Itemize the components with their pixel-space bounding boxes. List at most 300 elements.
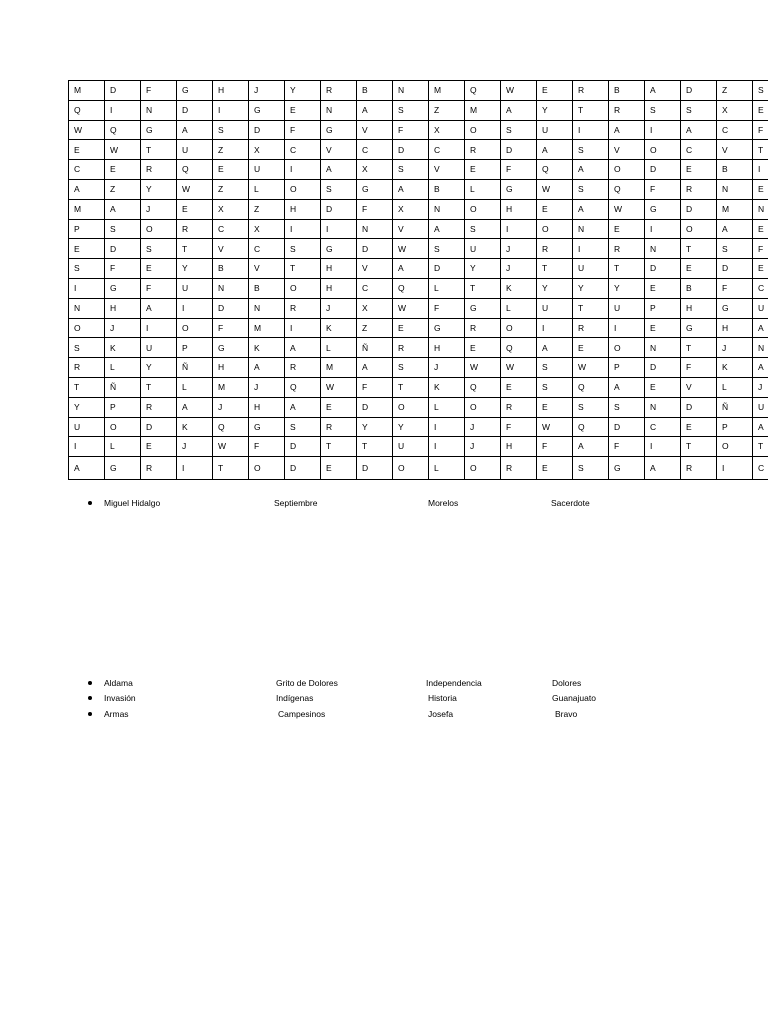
grid-cell: S	[69, 259, 105, 279]
grid-cell: S	[573, 179, 609, 199]
grid-cell: R	[537, 239, 573, 259]
grid-cell: I	[429, 437, 465, 457]
grid-cell: I	[177, 457, 213, 480]
grid-cell: W	[321, 377, 357, 397]
grid-cell: T	[609, 259, 645, 279]
grid-cell: D	[393, 140, 429, 160]
grid-cell: T	[141, 377, 177, 397]
grid-cell: T	[681, 437, 717, 457]
grid-cell: A	[393, 179, 429, 199]
grid-cell: X	[393, 199, 429, 219]
grid-cell: J	[213, 397, 249, 417]
grid-cell: L	[717, 377, 753, 397]
grid-cell: D	[645, 259, 681, 279]
grid-cell: D	[105, 81, 141, 101]
grid-cell: C	[357, 140, 393, 160]
grid-cell: K	[501, 278, 537, 298]
grid-cell: F	[357, 199, 393, 219]
bullet	[88, 696, 92, 700]
grid-row	[69, 437, 768, 457]
grid-cell: F	[717, 278, 753, 298]
grid-cell: E	[105, 160, 141, 180]
grid-cell: S	[213, 120, 249, 140]
grid-cell: E	[681, 259, 717, 279]
grid-cell: W	[69, 120, 105, 140]
grid-cell: B	[681, 278, 717, 298]
grid-cell: I	[537, 318, 573, 338]
grid-cell: F	[501, 160, 537, 180]
grid-cell: V	[249, 259, 285, 279]
grid-cell: V	[357, 120, 393, 140]
grid-row	[69, 397, 768, 417]
grid-cell: B	[249, 278, 285, 298]
grid-cell: F	[249, 437, 285, 457]
grid-row	[69, 239, 768, 259]
grid-cell: N	[357, 219, 393, 239]
grid-cell: Ñ	[357, 338, 393, 358]
grid-cell: D	[357, 239, 393, 259]
grid-cell: U	[753, 397, 768, 417]
grid-cell: D	[717, 259, 753, 279]
grid-cell: S	[573, 140, 609, 160]
word-independencia: Independencia	[426, 678, 482, 688]
grid-cell: D	[681, 199, 717, 219]
grid-cell: Q	[573, 417, 609, 437]
word-sacerdote: Sacerdote	[551, 498, 590, 508]
grid-cell: O	[285, 278, 321, 298]
grid-cell: F	[141, 81, 177, 101]
grid-cell: D	[645, 160, 681, 180]
grid-cell: J	[321, 298, 357, 318]
grid-cell: I	[285, 160, 321, 180]
grid-cell: G	[141, 120, 177, 140]
grid-cell: O	[681, 219, 717, 239]
grid-cell: S	[69, 338, 105, 358]
grid-cell: A	[717, 219, 753, 239]
grid-cell: G	[321, 239, 357, 259]
grid-cell: A	[645, 81, 681, 101]
word-indigenas: Indígenas	[276, 693, 314, 703]
grid-cell: N	[393, 81, 429, 101]
grid-cell: F	[141, 278, 177, 298]
word-campesinos: Campesinos	[278, 709, 326, 719]
grid-cell: W	[105, 140, 141, 160]
grid-cell: X	[357, 160, 393, 180]
grid-cell: G	[645, 199, 681, 219]
grid-cell: E	[681, 417, 717, 437]
grid-cell: L	[501, 298, 537, 318]
grid-cell: D	[429, 259, 465, 279]
grid-cell: Q	[465, 81, 501, 101]
grid-cell: G	[681, 318, 717, 338]
grid-cell: A	[285, 338, 321, 358]
grid-cell: M	[213, 377, 249, 397]
grid-cell: G	[105, 457, 141, 480]
grid-cell: F	[501, 417, 537, 437]
grid-cell: W	[573, 358, 609, 378]
grid-cell: N	[141, 100, 177, 120]
grid-cell: Y	[357, 417, 393, 437]
grid-cell: S	[645, 100, 681, 120]
grid-cell: J	[177, 437, 213, 457]
grid-cell: L	[465, 179, 501, 199]
grid-cell: I	[141, 318, 177, 338]
grid-cell: R	[141, 457, 177, 480]
grid-cell: U	[141, 338, 177, 358]
grid-cell: C	[213, 219, 249, 239]
grid-cell: X	[249, 219, 285, 239]
grid-cell: J	[105, 318, 141, 338]
grid-cell: S	[537, 358, 573, 378]
grid-cell: T	[537, 259, 573, 279]
grid-cell: U	[537, 120, 573, 140]
grid-row	[69, 417, 768, 437]
grid-cell: Y	[609, 278, 645, 298]
grid-cell: S	[681, 100, 717, 120]
grid-cell: Y	[141, 358, 177, 378]
grid-cell: E	[69, 140, 105, 160]
grid-cell: N	[69, 298, 105, 318]
grid-cell: G	[177, 81, 213, 101]
grid-cell: X	[429, 120, 465, 140]
grid-cell: Y	[393, 417, 429, 437]
grid-cell: A	[573, 199, 609, 219]
grid-cell: G	[717, 298, 753, 318]
grid-cell: U	[69, 417, 105, 437]
grid-cell: O	[249, 457, 285, 480]
grid-cell: T	[285, 259, 321, 279]
grid-cell: B	[609, 81, 645, 101]
grid-cell: O	[465, 457, 501, 480]
letter-table	[68, 80, 768, 480]
grid-cell: Y	[537, 278, 573, 298]
grid-cell: U	[573, 259, 609, 279]
grid-cell: S	[753, 81, 768, 101]
grid-cell: C	[69, 160, 105, 180]
grid-cell: T	[465, 278, 501, 298]
grid-cell: D	[321, 199, 357, 219]
grid-cell: A	[753, 318, 768, 338]
grid-cell: W	[537, 417, 573, 437]
grid-cell: R	[69, 358, 105, 378]
grid-cell: Q	[609, 179, 645, 199]
grid-cell: I	[645, 437, 681, 457]
grid-cell: D	[609, 417, 645, 437]
grid-cell: A	[645, 457, 681, 480]
grid-cell: V	[609, 140, 645, 160]
word-miguel-hidalgo: Miguel Hidalgo	[104, 498, 161, 508]
grid-cell: Ñ	[105, 377, 141, 397]
grid-cell: Q	[465, 377, 501, 397]
grid-cell: T	[681, 239, 717, 259]
grid-cell: X	[717, 100, 753, 120]
grid-cell: Y	[285, 81, 321, 101]
grid-cell: E	[537, 81, 573, 101]
grid-cell: E	[753, 100, 768, 120]
grid-cell: Y	[141, 179, 177, 199]
grid-cell: S	[393, 100, 429, 120]
grid-cell: N	[573, 219, 609, 239]
grid-cell: T	[753, 140, 768, 160]
grid-cell: R	[285, 358, 321, 378]
grid-cell: E	[285, 100, 321, 120]
grid-cell: J	[717, 338, 753, 358]
grid-cell: V	[357, 259, 393, 279]
grid-cell: G	[249, 100, 285, 120]
grid-cell: Z	[717, 81, 753, 101]
word-historia: Historia	[428, 693, 457, 703]
grid-cell: M	[321, 358, 357, 378]
grid-cell: A	[393, 259, 429, 279]
grid-row	[69, 278, 768, 298]
grid-cell: W	[465, 358, 501, 378]
grid-cell: G	[357, 179, 393, 199]
word-dolores: Dolores	[552, 678, 582, 688]
grid-cell: P	[609, 358, 645, 378]
grid-cell: N	[753, 338, 768, 358]
grid-cell: D	[357, 397, 393, 417]
grid-cell: M	[249, 318, 285, 338]
grid-cell: N	[645, 397, 681, 417]
grid-cell: P	[177, 338, 213, 358]
grid-cell: Q	[213, 417, 249, 437]
grid-cell: I	[285, 219, 321, 239]
grid-cell: F	[753, 120, 768, 140]
grid-cell: I	[285, 318, 321, 338]
grid-cell: Y	[69, 397, 105, 417]
grid-cell: T	[681, 338, 717, 358]
grid-cell: A	[177, 120, 213, 140]
grid-cell: T	[177, 239, 213, 259]
grid-cell: A	[753, 417, 768, 437]
grid-cell: E	[609, 219, 645, 239]
grid-cell: V	[717, 140, 753, 160]
grid-cell: B	[717, 160, 753, 180]
grid-cell: A	[609, 120, 645, 140]
grid-cell: R	[681, 457, 717, 480]
grid-cell: F	[429, 298, 465, 318]
grid-cell: Q	[177, 160, 213, 180]
grid-cell: E	[537, 397, 573, 417]
grid-cell: O	[645, 140, 681, 160]
grid-cell: M	[465, 100, 501, 120]
grid-cell: A	[573, 437, 609, 457]
grid-cell: N	[321, 100, 357, 120]
grid-cell: O	[105, 417, 141, 437]
grid-cell: A	[141, 298, 177, 318]
grid-cell: U	[465, 239, 501, 259]
grid-cell: F	[105, 259, 141, 279]
grid-cell: A	[429, 219, 465, 239]
grid-cell: E	[645, 278, 681, 298]
grid-cell: D	[141, 417, 177, 437]
grid-row	[69, 358, 768, 378]
grid-cell: H	[249, 397, 285, 417]
grid-cell: V	[213, 239, 249, 259]
grid-cell: E	[645, 377, 681, 397]
grid-cell: E	[573, 338, 609, 358]
word-search-grid	[68, 80, 768, 480]
grid-cell: W	[213, 437, 249, 457]
grid-cell: A	[69, 457, 105, 480]
grid-cell: B	[213, 259, 249, 279]
grid-cell: S	[501, 120, 537, 140]
grid-cell: V	[429, 160, 465, 180]
grid-cell: A	[177, 397, 213, 417]
grid-cell: R	[501, 457, 537, 480]
grid-cell: E	[753, 179, 768, 199]
grid-cell: H	[501, 199, 537, 219]
grid-cell: R	[681, 179, 717, 199]
grid-cell: R	[609, 100, 645, 120]
grid-cell: S	[285, 417, 321, 437]
grid-cell: J	[249, 377, 285, 397]
grid-cell: I	[573, 239, 609, 259]
grid-cell: O	[177, 318, 213, 338]
grid-cell: K	[249, 338, 285, 358]
grid-cell: Y	[465, 259, 501, 279]
grid-cell: I	[645, 120, 681, 140]
grid-cell: U	[393, 437, 429, 457]
grid-cell: A	[69, 179, 105, 199]
grid-cell: N	[645, 338, 681, 358]
grid-cell: O	[717, 437, 753, 457]
grid-cell: J	[465, 417, 501, 437]
grid-cell: M	[69, 199, 105, 219]
grid-cell: G	[429, 318, 465, 338]
grid-cell: F	[609, 437, 645, 457]
grid-cell: Y	[537, 100, 573, 120]
grid-cell: N	[429, 199, 465, 219]
grid-cell: X	[213, 199, 249, 219]
grid-cell: F	[213, 318, 249, 338]
grid-cell: K	[321, 318, 357, 338]
grid-cell: S	[105, 219, 141, 239]
grid-cell: C	[285, 140, 321, 160]
grid-cell: C	[681, 140, 717, 160]
grid-cell: L	[429, 397, 465, 417]
grid-cell: H	[213, 358, 249, 378]
word-josefa: Josefa	[428, 709, 454, 719]
grid-cell: A	[537, 338, 573, 358]
grid-cell: R	[501, 397, 537, 417]
grid-cell: Z	[213, 140, 249, 160]
grid-cell: Q	[537, 160, 573, 180]
grid-cell: M	[429, 81, 465, 101]
grid-row	[69, 338, 768, 358]
grid-row	[69, 219, 768, 239]
grid-cell: A	[249, 358, 285, 378]
grid-cell: H	[321, 278, 357, 298]
grid-cell: K	[717, 358, 753, 378]
grid-cell: H	[429, 338, 465, 358]
grid-cell: S	[609, 397, 645, 417]
grid-cell: Y	[177, 259, 213, 279]
grid-cell: C	[249, 239, 285, 259]
grid-cell: B	[429, 179, 465, 199]
grid-cell: A	[753, 358, 768, 378]
grid-cell: J	[249, 81, 285, 101]
grid-cell: Q	[573, 377, 609, 397]
grid-row	[69, 81, 768, 101]
grid-cell: M	[69, 81, 105, 101]
grid-cell: E	[213, 160, 249, 180]
grid-cell: O	[609, 160, 645, 180]
grid-cell: G	[321, 120, 357, 140]
grid-cell: D	[285, 457, 321, 480]
grid-cell: K	[105, 338, 141, 358]
grid-cell: P	[105, 397, 141, 417]
grid-cell: H	[213, 81, 249, 101]
grid-cell: E	[753, 259, 768, 279]
grid-cell: I	[69, 278, 105, 298]
grid-cell: H	[285, 199, 321, 219]
grid-cell: S	[717, 239, 753, 259]
grid-cell: A	[321, 160, 357, 180]
grid-cell: O	[609, 338, 645, 358]
grid-cell: Z	[429, 100, 465, 120]
grid-cell: I	[573, 120, 609, 140]
grid-cell: C	[753, 278, 768, 298]
grid-cell: D	[501, 140, 537, 160]
grid-cell: Q	[69, 100, 105, 120]
grid-cell: O	[285, 179, 321, 199]
grid-cell: F	[537, 437, 573, 457]
grid-cell: V	[393, 219, 429, 239]
grid-cell: D	[105, 239, 141, 259]
grid-cell: U	[249, 160, 285, 180]
grid-cell: N	[717, 179, 753, 199]
grid-cell: C	[717, 120, 753, 140]
grid-cell: G	[249, 417, 285, 437]
grid-row	[69, 298, 768, 318]
grid-cell: O	[141, 219, 177, 239]
grid-row	[69, 140, 768, 160]
grid-cell: I	[177, 298, 213, 318]
grid-cell: E	[177, 199, 213, 219]
grid-cell: R	[321, 81, 357, 101]
grid-cell: F	[681, 358, 717, 378]
grid-cell: I	[321, 219, 357, 239]
grid-cell: E	[141, 437, 177, 457]
grid-cell: W	[609, 199, 645, 219]
grid-row	[69, 179, 768, 199]
grid-cell: W	[537, 179, 573, 199]
grid-cell: O	[393, 397, 429, 417]
grid-cell: N	[645, 239, 681, 259]
grid-cell: Ñ	[177, 358, 213, 378]
word-armas: Armas	[104, 709, 129, 719]
grid-cell: C	[357, 278, 393, 298]
grid-cell: S	[393, 160, 429, 180]
grid-cell: E	[645, 318, 681, 338]
word-invasion: Invasión	[104, 693, 136, 703]
grid-cell: F	[393, 120, 429, 140]
grid-cell: T	[69, 377, 105, 397]
grid-row	[69, 318, 768, 338]
grid-cell: Z	[105, 179, 141, 199]
grid-cell: D	[357, 457, 393, 480]
grid-cell: R	[465, 140, 501, 160]
grid-cell: L	[321, 338, 357, 358]
grid-cell: R	[393, 338, 429, 358]
word-aldama: Aldama	[104, 678, 133, 688]
grid-cell: M	[717, 199, 753, 219]
grid-cell: I	[429, 417, 465, 437]
grid-cell: D	[681, 81, 717, 101]
grid-cell: E	[321, 397, 357, 417]
grid-cell: F	[285, 120, 321, 140]
